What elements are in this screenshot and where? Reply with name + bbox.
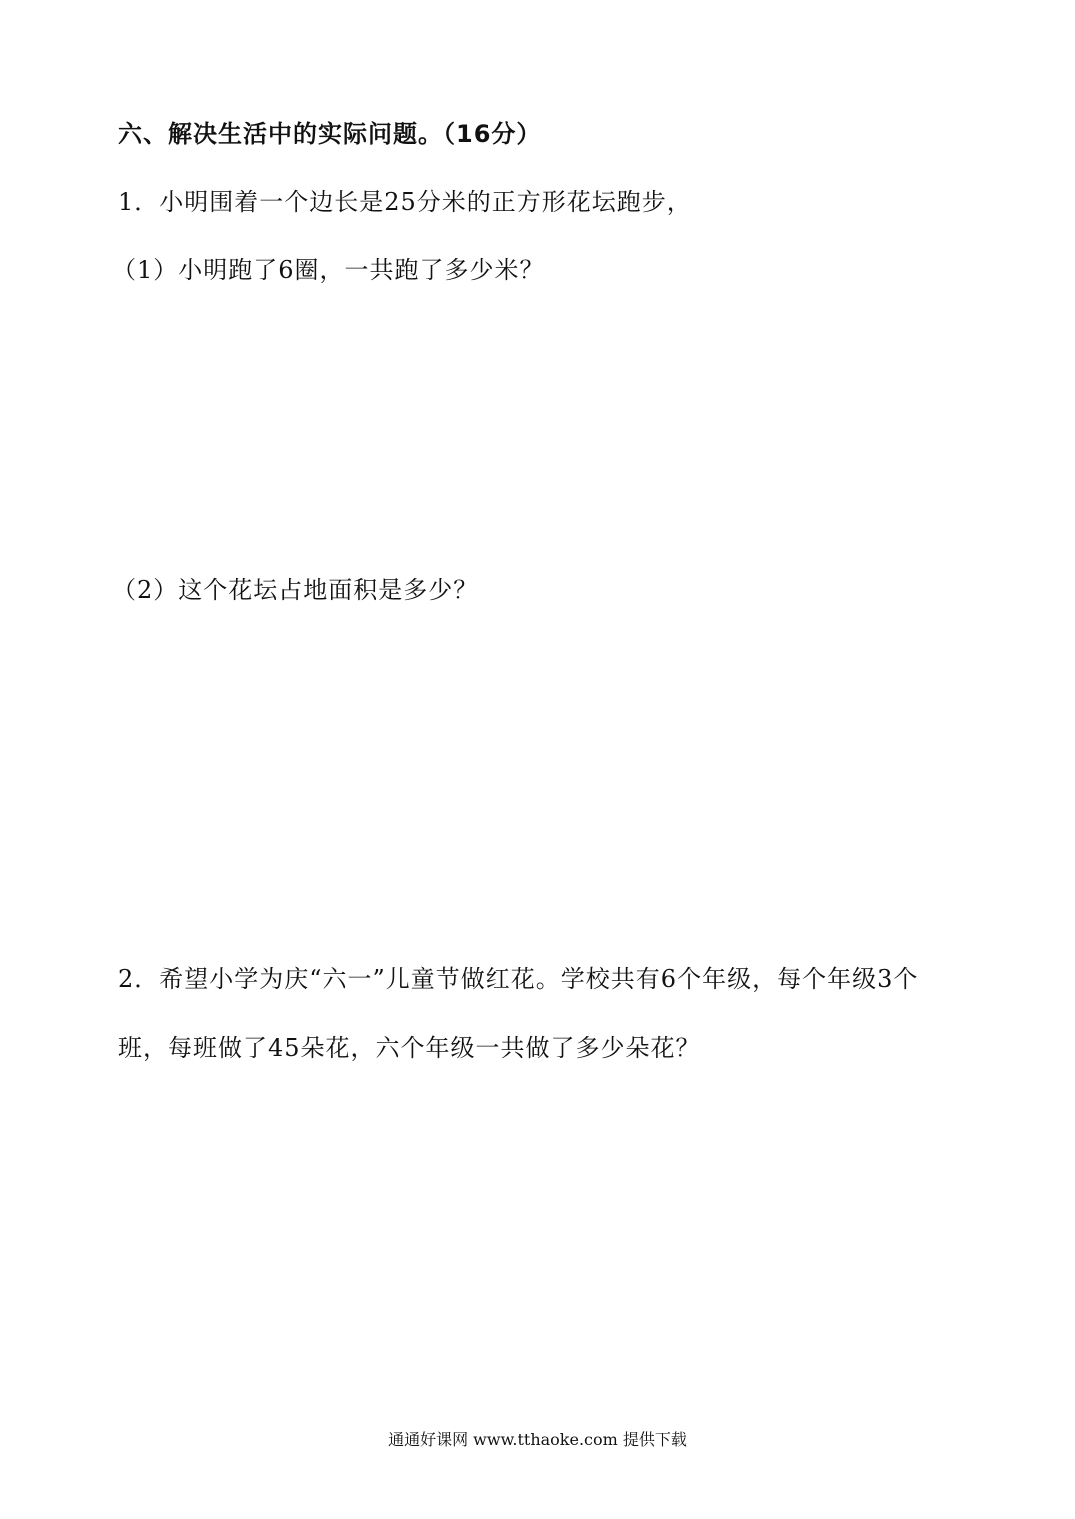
footer-download-note: 通通好课网 www.tthaoke.com 提供下载 bbox=[388, 1430, 687, 1449]
question-1-stem: 1．小明围着一个边长是25分米的正方形花坛跑步， bbox=[118, 188, 692, 216]
question-1-part-1: （1）小明跑了6圈，一共跑了多少米？ bbox=[112, 256, 545, 284]
section-heading: 六、解决生活中的实际问题。（16分） bbox=[118, 120, 542, 148]
question-2-stem-line-2: 班，每班做了45朵花，六个年级一共做了多少朵花？ bbox=[118, 1034, 701, 1062]
question-2-stem-line-1: 2．希望小学为庆“六一”儿童节做红花。学校共有6个年级，每个年级3个 bbox=[118, 965, 919, 993]
question-1-part-2: （2）这个花坛占地面积是多少？ bbox=[112, 576, 479, 604]
